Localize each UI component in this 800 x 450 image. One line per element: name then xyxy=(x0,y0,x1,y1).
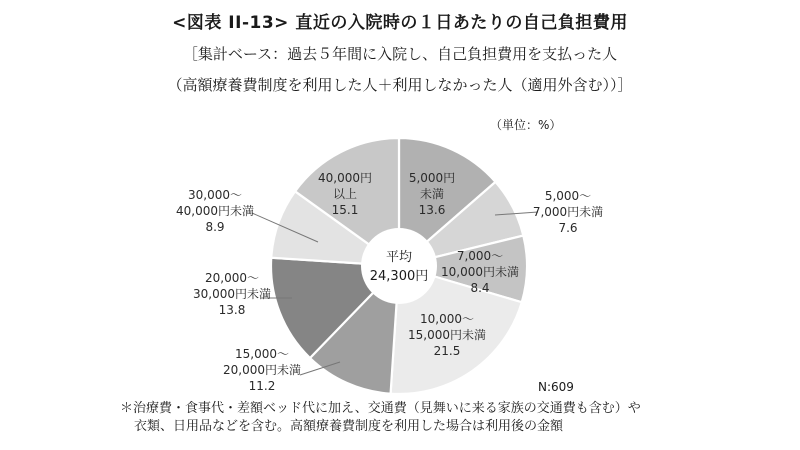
pie-center-hole xyxy=(361,228,437,304)
center-label-line1: 平均 xyxy=(385,250,413,265)
sample-size-label: N:609 xyxy=(538,380,574,394)
slice-value-label: 13.6 xyxy=(418,203,446,217)
slice-category-label: 7,000～ xyxy=(456,249,504,263)
slice-category-label: 40,000円 xyxy=(318,171,372,185)
slice-category-label: 40,000円未満 xyxy=(176,204,254,218)
unit-label: （単位：%） xyxy=(490,118,562,132)
slice-category-label: 7,000円未満 xyxy=(532,205,604,219)
slice-category-label: 30,000円未満 xyxy=(193,287,271,301)
slice-category-label: 5,000円 xyxy=(408,171,456,185)
footnote-line2: 衣類、日用品などを含む。高額療養費制度を利用した場合は利用後の金額 xyxy=(134,419,564,434)
center-label-line2: 24,300円 xyxy=(369,269,429,284)
slice-value-label: 21.5 xyxy=(433,344,461,358)
slice-category-label: 15,000円未満 xyxy=(408,328,486,342)
slice-category-label: 未満 xyxy=(419,187,445,201)
slice-category-label: 15,000～ xyxy=(235,347,289,361)
slice-value-label: 8.9 xyxy=(205,220,225,234)
footnote-line1: ＊治療費・食事代・差額ベッド代に加え、交通費（見舞いに来る家族の交通費も含む）や xyxy=(120,401,641,416)
slice-category-label: 10,000円未満 xyxy=(441,265,519,279)
chart-title: <図表 II-13> 直近の入院時の１日あたりの自己負担費用 xyxy=(172,13,628,33)
slice-value-label: 15.1 xyxy=(331,203,359,217)
slice-value-label: 11.2 xyxy=(248,379,276,393)
slice-category-label: 20,000～ xyxy=(205,271,259,285)
slice-category-label: 10,000～ xyxy=(420,312,474,326)
slice-category-label: 5,000～ xyxy=(544,189,592,203)
slice-category-label: 以上 xyxy=(332,187,358,201)
slice-category-label: 20,000円未満 xyxy=(223,363,301,377)
slice-value-label: 7.6 xyxy=(558,221,578,235)
chart-subtitle-line2: （高額療養費制度を利用した人＋利用しなかった人（適用外含む））］ xyxy=(167,76,633,94)
slice-value-label: 13.8 xyxy=(218,303,246,317)
chart-subtitle-line1: ［集計ベース：過去５年間に入院し、自己負担費用を支払った人 xyxy=(182,45,618,63)
slice-category-label: 30,000～ xyxy=(188,188,242,202)
slice-value-label: 8.4 xyxy=(470,281,490,295)
